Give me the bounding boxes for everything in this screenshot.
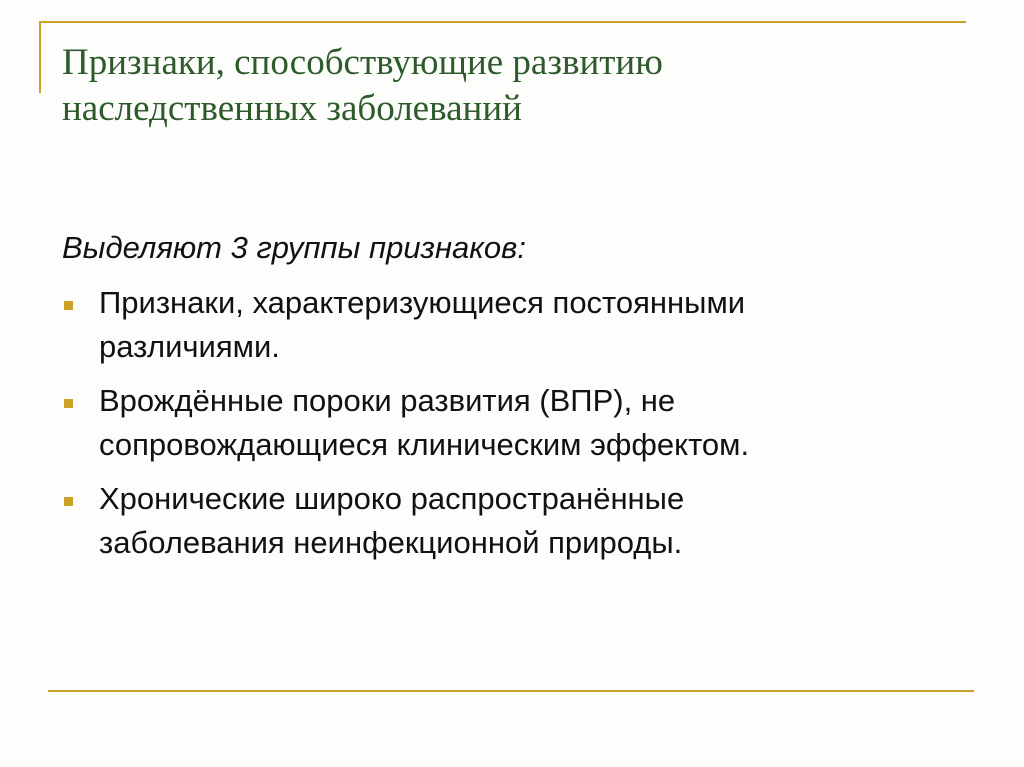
bullet-item bbox=[62, 281, 942, 369]
bullet-text bbox=[99, 477, 942, 565]
square-bullet-icon bbox=[64, 399, 73, 408]
bullet-text bbox=[99, 281, 942, 369]
bullet-text-line: Врождённые пороки развития (ВПР), не bbox=[99, 383, 676, 418]
bullet-text bbox=[99, 379, 942, 467]
bullet-text-line: Признаки, характеризующиеся постоянными bbox=[99, 285, 746, 320]
slide-title-line-2: наследственных заболеваний bbox=[62, 88, 522, 129]
bullet-text-line: заболевания неинфекционной природы. bbox=[99, 525, 683, 560]
slide-title-line-1: Признаки, способствующие развитию bbox=[62, 42, 663, 83]
bullet-text-line: Хронические широко распространённые bbox=[99, 481, 685, 516]
left-divider bbox=[39, 21, 41, 93]
bullet-text-line: сопровождающиеся клиническим эффектом. bbox=[99, 427, 750, 462]
bullet-text-line: различиями. bbox=[99, 329, 280, 364]
bottom-divider bbox=[48, 690, 974, 692]
bullet-item bbox=[62, 477, 942, 565]
bullet-item bbox=[62, 379, 942, 467]
slide-title bbox=[62, 40, 942, 132]
intro-text: Выделяют 3 группы признаков: bbox=[62, 230, 526, 265]
bullet-list bbox=[62, 281, 942, 575]
square-bullet-icon bbox=[64, 301, 73, 310]
top-divider bbox=[39, 21, 966, 23]
square-bullet-icon bbox=[64, 497, 73, 506]
